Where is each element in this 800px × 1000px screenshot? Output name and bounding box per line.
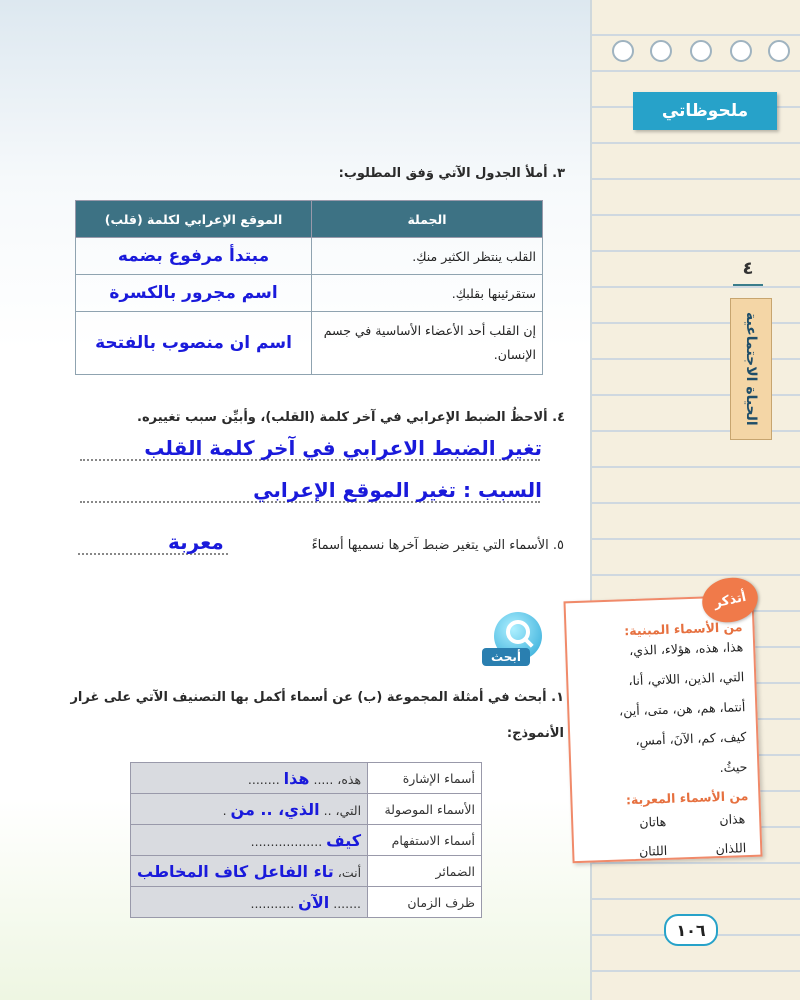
built-line: حيثُ.: [719, 759, 748, 776]
unit-tab: [730, 298, 772, 440]
value-cell[interactable]: [131, 794, 368, 825]
table-row: [131, 794, 482, 825]
q3-table: [75, 200, 543, 375]
header-position: الموقع الإعرابي لكلمة (قلب): [76, 201, 312, 238]
printed-text: التي، ..: [323, 802, 362, 818]
table-row: [76, 312, 543, 375]
sentence-cell: القلب ينتظر الكثير منكِ.: [312, 238, 543, 275]
q3-prompt: ٣. أملأ الجدول الآتي وَفق المطلوب:: [338, 166, 565, 181]
notes-title: ملحوظاتي: [633, 92, 777, 130]
printed-text: .......: [333, 895, 362, 911]
sentence-cell: إن القلب أحد الأعضاء الأساسية في جسم الإنسان.: [312, 312, 543, 375]
unit-number: ٤: [733, 258, 763, 286]
answer-cell[interactable]: اسم ان منصوب بالفتحة: [76, 312, 312, 375]
handwritten-answer: الآن: [298, 892, 330, 912]
dot-leader: .: [222, 802, 227, 818]
built-line: أنتما، هم، هن، متى، أين،: [618, 699, 746, 719]
value-cell[interactable]: [131, 763, 368, 794]
table-row: [76, 275, 543, 312]
answer-cell[interactable]: مبتدأ مرفوع بضمه: [76, 238, 312, 275]
category-cell: ظرف الزمان: [368, 887, 482, 918]
printed-text: هذه، .....: [313, 771, 362, 787]
category-cell: الأسماء الموصولة: [368, 794, 482, 825]
q4-answer-2[interactable]: السبب : تغير الموقع الإعرابي: [253, 478, 542, 502]
sentence-cell: ستقرئينها بقلبكِ.: [312, 275, 543, 312]
built-line: كيف، كم، الآنَ، أمسِ،: [635, 729, 747, 748]
table-row: [131, 887, 482, 918]
binder-hole: [690, 40, 712, 62]
table-row: [131, 763, 482, 794]
value-cell[interactable]: [131, 887, 368, 918]
q4-prompt: ٤. ألاحظُ الضبط الإعرابي في آخر كلمة (القلب)، وأبيِّن سبب تغييره.: [137, 410, 565, 425]
handwritten-answer: هذا: [283, 768, 310, 788]
category-cell: الضمائر: [368, 856, 482, 887]
printed-text: أنت،: [337, 864, 362, 880]
search-label: أبحث: [482, 648, 530, 666]
binder-hole: [730, 40, 752, 62]
dot-leader: ...........: [250, 895, 295, 911]
built-line: هذا، هذه، هؤلاء، الذي،: [628, 639, 744, 659]
table-header-row: [76, 201, 543, 238]
binder-hole: [650, 40, 672, 62]
inflected-word: هاتان: [639, 813, 667, 830]
remember-badge: أتذكر: [698, 573, 762, 628]
dot-leader: ........: [247, 771, 280, 787]
inflected-word: هذان: [719, 811, 746, 828]
search-prompt: الأنموذج:: [506, 726, 564, 741]
remember-box: [563, 595, 762, 863]
unit-title: الحياة الاجتماعية: [743, 312, 759, 426]
category-cell: أسماء الإشارة: [368, 763, 482, 794]
table-row: [131, 825, 482, 856]
value-cell[interactable]: [131, 825, 368, 856]
q4-answer-1[interactable]: تغير الضبط الاعرابي في آخر كلمة القلب: [144, 436, 542, 460]
handwritten-answer: تاء الفاعل كاف المخاطب: [137, 861, 334, 881]
page-number: ١٠٦: [664, 914, 718, 946]
handwritten-answer: كيف: [326, 830, 362, 850]
classification-table: [130, 762, 482, 918]
inflected-word: اللتان: [638, 842, 668, 859]
table-row: [76, 238, 543, 275]
binder-hole: [768, 40, 790, 62]
handwritten-answer: الذي، .. من: [230, 799, 320, 819]
table-row: [131, 856, 482, 887]
inflected-heading: من الأسماء المعربة:: [625, 788, 749, 808]
dot-leader: ..................: [250, 833, 323, 849]
binder-hole: [612, 40, 634, 62]
header-sentence: الجملة: [312, 201, 543, 238]
q5-answer[interactable]: معربة: [168, 530, 224, 554]
category-cell: أسماء الاستفهام: [368, 825, 482, 856]
inflected-word: اللذان: [715, 840, 747, 857]
value-cell[interactable]: [131, 856, 368, 887]
search-prompt: ١. أبحث في أمثلة المجموعة (ب) عن أسماء أكمل بها التصنيف الآتي على غرار: [70, 690, 564, 705]
answer-cell[interactable]: اسم مجرور بالكسرة: [76, 275, 312, 312]
q5-prompt: ٥. الأسماء التي يتغير ضبط آخرها نسميها أسماءً: [311, 538, 564, 553]
built-line: التي، الذين، اللاتي، أنا،: [628, 669, 745, 689]
built-heading: من الأسماء المبنية:: [623, 619, 743, 639]
